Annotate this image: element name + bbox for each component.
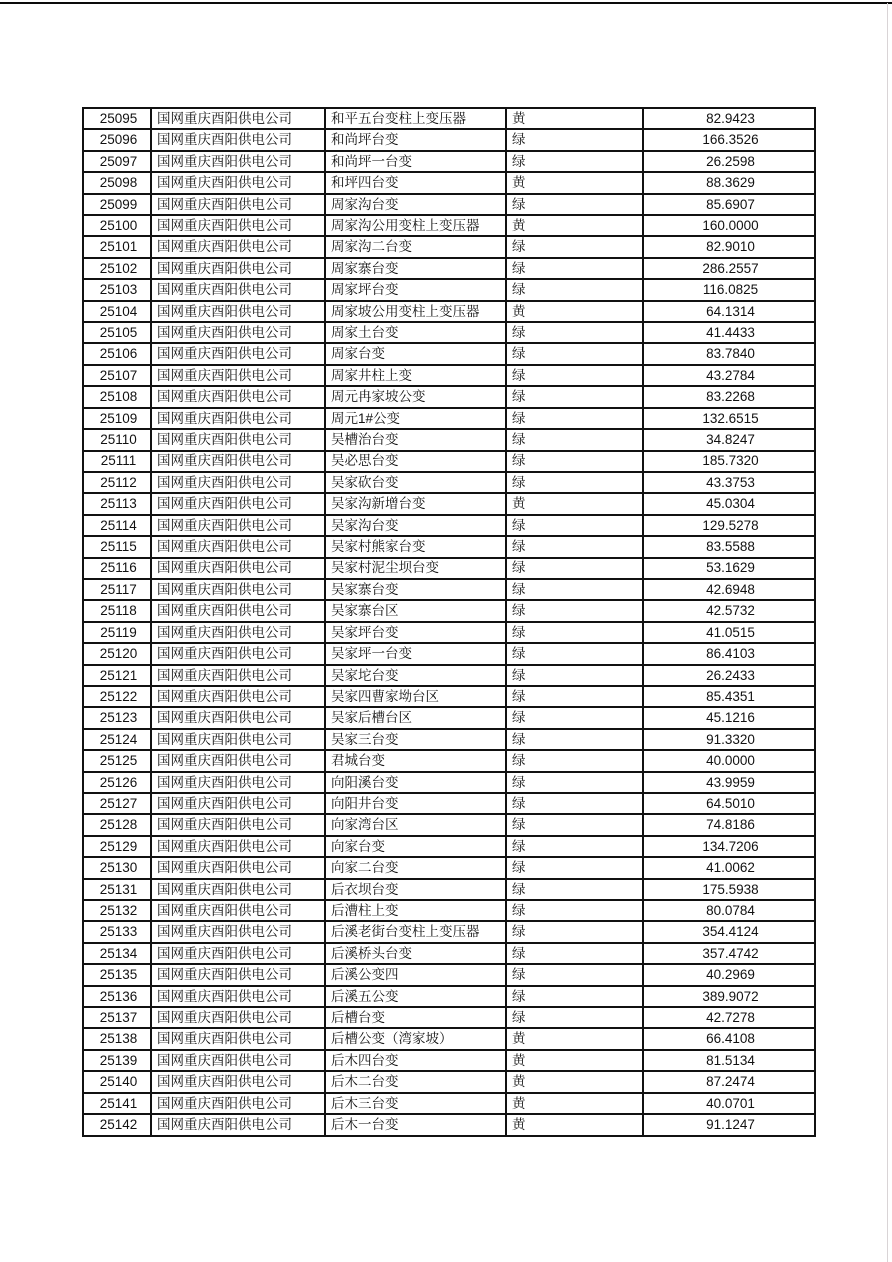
company-cell: 国网重庆酉阳供电公司 [151, 1114, 325, 1136]
table-row [83, 943, 815, 964]
status-cell: 绿 [506, 900, 643, 921]
company-cell: 国网重庆酉阳供电公司 [151, 686, 325, 707]
row-number-cell: 25137 [83, 1007, 151, 1028]
value-cell: 83.2268 [643, 386, 815, 407]
table-row [83, 814, 815, 835]
row-number-cell: 25112 [83, 472, 151, 493]
value-cell: 40.0701 [643, 1093, 815, 1114]
company-cell: 国网重庆酉阳供电公司 [151, 964, 325, 985]
status-cell: 绿 [506, 686, 643, 707]
table-row [83, 172, 815, 193]
station-cell: 周元1#公变 [325, 408, 506, 429]
value-cell: 160.0000 [643, 215, 815, 236]
row-number-cell: 25108 [83, 386, 151, 407]
status-cell: 绿 [506, 793, 643, 814]
station-cell: 吴家后槽台区 [325, 707, 506, 728]
station-cell: 吴家寨台变 [325, 579, 506, 600]
table-row [83, 643, 815, 664]
row-number-cell: 25101 [83, 236, 151, 257]
station-cell: 吴家沟台变 [325, 515, 506, 536]
status-cell: 绿 [506, 986, 643, 1007]
company-cell: 国网重庆酉阳供电公司 [151, 515, 325, 536]
row-number-cell: 25140 [83, 1071, 151, 1092]
station-cell: 后溪桥头台变 [325, 943, 506, 964]
status-cell: 绿 [506, 365, 643, 386]
status-cell: 绿 [506, 451, 643, 472]
status-cell: 绿 [506, 279, 643, 300]
value-cell: 85.6907 [643, 194, 815, 215]
company-cell: 国网重庆酉阳供电公司 [151, 986, 325, 1007]
table-row [83, 750, 815, 771]
value-cell: 43.3753 [643, 472, 815, 493]
table-row [83, 793, 815, 814]
table-row [83, 665, 815, 686]
value-cell: 91.3320 [643, 729, 815, 750]
company-cell: 国网重庆酉阳供电公司 [151, 857, 325, 878]
page-top-rule [0, 2, 892, 4]
table-row [83, 622, 815, 643]
status-cell: 绿 [506, 814, 643, 835]
row-number-cell: 25135 [83, 964, 151, 985]
station-cell: 君城台变 [325, 750, 506, 771]
row-number-cell: 25133 [83, 921, 151, 942]
status-cell: 绿 [506, 707, 643, 728]
station-cell: 后木二台变 [325, 1071, 506, 1092]
status-cell: 绿 [506, 258, 643, 279]
table-row [83, 129, 815, 150]
row-number-cell: 25138 [83, 1028, 151, 1049]
company-cell: 国网重庆酉阳供电公司 [151, 451, 325, 472]
station-cell: 吴家村泥尘坝台变 [325, 558, 506, 579]
station-cell: 和平五台变柱上变压器 [325, 108, 506, 129]
station-cell: 后溪老街台变柱上变压器 [325, 921, 506, 942]
station-cell: 向家湾台区 [325, 814, 506, 835]
row-number-cell: 25116 [83, 558, 151, 579]
page-right-edge-rule [887, 3, 888, 1262]
value-cell: 40.2969 [643, 964, 815, 985]
row-number-cell: 25130 [83, 857, 151, 878]
row-number-cell: 25124 [83, 729, 151, 750]
row-number-cell: 25117 [83, 579, 151, 600]
table-row [83, 986, 815, 1007]
row-number-cell: 25106 [83, 343, 151, 364]
value-cell: 134.7206 [643, 836, 815, 857]
status-cell: 绿 [506, 536, 643, 557]
status-cell: 黄 [506, 1114, 643, 1136]
value-cell: 132.6515 [643, 408, 815, 429]
station-cell: 后木一台变 [325, 1114, 506, 1136]
row-number-cell: 25110 [83, 429, 151, 450]
value-cell: 389.9072 [643, 986, 815, 1007]
value-cell: 26.2598 [643, 151, 815, 172]
company-cell: 国网重庆酉阳供电公司 [151, 772, 325, 793]
value-cell: 43.9959 [643, 772, 815, 793]
table-row [83, 857, 815, 878]
status-cell: 黄 [506, 1050, 643, 1071]
value-cell: 45.1216 [643, 707, 815, 728]
status-cell: 绿 [506, 943, 643, 964]
row-number-cell: 25123 [83, 707, 151, 728]
company-cell: 国网重庆酉阳供电公司 [151, 1028, 325, 1049]
status-cell: 绿 [506, 879, 643, 900]
table-row [83, 386, 815, 407]
row-number-cell: 25132 [83, 900, 151, 921]
company-cell: 国网重庆酉阳供电公司 [151, 472, 325, 493]
status-cell: 绿 [506, 643, 643, 664]
status-cell: 黄 [506, 215, 643, 236]
row-number-cell: 25096 [83, 129, 151, 150]
value-cell: 354.4124 [643, 921, 815, 942]
company-cell: 国网重庆酉阳供电公司 [151, 129, 325, 150]
station-cell: 周元冉家坡公变 [325, 386, 506, 407]
company-cell: 国网重庆酉阳供电公司 [151, 921, 325, 942]
station-cell: 吴家三台变 [325, 729, 506, 750]
station-cell: 吴家坪台变 [325, 622, 506, 643]
station-cell: 吴家坨台变 [325, 665, 506, 686]
company-cell: 国网重庆酉阳供电公司 [151, 729, 325, 750]
table-row [83, 1007, 815, 1028]
value-cell: 66.4108 [643, 1028, 815, 1049]
table-row [83, 921, 815, 942]
station-cell: 吴家沟新增台变 [325, 493, 506, 514]
status-cell: 绿 [506, 622, 643, 643]
station-cell: 后漕柱上变 [325, 900, 506, 921]
row-number-cell: 25134 [83, 943, 151, 964]
company-cell: 国网重庆酉阳供电公司 [151, 343, 325, 364]
value-cell: 82.9423 [643, 108, 815, 129]
table-row [83, 258, 815, 279]
table-row [83, 729, 815, 750]
status-cell: 绿 [506, 322, 643, 343]
status-cell: 绿 [506, 665, 643, 686]
status-cell: 绿 [506, 386, 643, 407]
station-cell: 和尚坪台变 [325, 129, 506, 150]
table-row [83, 1050, 815, 1071]
row-number-cell: 25120 [83, 643, 151, 664]
company-cell: 国网重庆酉阳供电公司 [151, 493, 325, 514]
station-cell: 向家台变 [325, 836, 506, 857]
row-number-cell: 25111 [83, 451, 151, 472]
value-cell: 185.7320 [643, 451, 815, 472]
company-cell: 国网重庆酉阳供电公司 [151, 879, 325, 900]
value-cell: 357.4742 [643, 943, 815, 964]
table-row [83, 600, 815, 621]
table-row [83, 900, 815, 921]
value-cell: 41.0515 [643, 622, 815, 643]
table-row [83, 301, 815, 322]
value-cell: 175.5938 [643, 879, 815, 900]
table-row [83, 772, 815, 793]
company-cell: 国网重庆酉阳供电公司 [151, 600, 325, 621]
status-cell: 黄 [506, 1028, 643, 1049]
table-row [83, 536, 815, 557]
status-cell: 绿 [506, 194, 643, 215]
row-number-cell: 25141 [83, 1093, 151, 1114]
row-number-cell: 25115 [83, 536, 151, 557]
company-cell: 国网重庆酉阳供电公司 [151, 900, 325, 921]
status-cell: 绿 [506, 857, 643, 878]
status-cell: 绿 [506, 772, 643, 793]
value-cell: 41.0062 [643, 857, 815, 878]
station-cell: 周家土台变 [325, 322, 506, 343]
status-cell: 绿 [506, 600, 643, 621]
status-cell: 绿 [506, 408, 643, 429]
value-cell: 83.5588 [643, 536, 815, 557]
status-cell: 绿 [506, 729, 643, 750]
status-cell: 绿 [506, 964, 643, 985]
station-cell: 向阳溪台变 [325, 772, 506, 793]
status-cell: 绿 [506, 429, 643, 450]
company-cell: 国网重庆酉阳供电公司 [151, 1050, 325, 1071]
value-cell: 86.4103 [643, 643, 815, 664]
company-cell: 国网重庆酉阳供电公司 [151, 386, 325, 407]
station-cell: 后槽台变 [325, 1007, 506, 1028]
row-number-cell: 25126 [83, 772, 151, 793]
value-cell: 82.9010 [643, 236, 815, 257]
row-number-cell: 25128 [83, 814, 151, 835]
table-row [83, 515, 815, 536]
table-row [83, 408, 815, 429]
value-cell: 286.2557 [643, 258, 815, 279]
status-cell: 绿 [506, 558, 643, 579]
row-number-cell: 25102 [83, 258, 151, 279]
company-cell: 国网重庆酉阳供电公司 [151, 558, 325, 579]
company-cell: 国网重庆酉阳供电公司 [151, 1093, 325, 1114]
station-cell: 吴槽治台变 [325, 429, 506, 450]
station-cell: 周家坡公用变柱上变压器 [325, 301, 506, 322]
row-number-cell: 25122 [83, 686, 151, 707]
table-row [83, 343, 815, 364]
row-number-cell: 25118 [83, 600, 151, 621]
table-row [83, 558, 815, 579]
row-number-cell: 25104 [83, 301, 151, 322]
status-cell: 绿 [506, 472, 643, 493]
status-cell: 黄 [506, 301, 643, 322]
company-cell: 国网重庆酉阳供电公司 [151, 579, 325, 600]
table-row [83, 236, 815, 257]
table-row [83, 1028, 815, 1049]
table-row [83, 322, 815, 343]
value-cell: 91.1247 [643, 1114, 815, 1136]
value-cell: 116.0825 [643, 279, 815, 300]
row-number-cell: 25129 [83, 836, 151, 857]
station-cell: 吴家坪一台变 [325, 643, 506, 664]
status-cell: 绿 [506, 921, 643, 942]
station-cell: 和坪四台变 [325, 172, 506, 193]
status-cell: 黄 [506, 1071, 643, 1092]
company-cell: 国网重庆酉阳供电公司 [151, 643, 325, 664]
row-number-cell: 25136 [83, 986, 151, 1007]
status-cell: 绿 [506, 836, 643, 857]
company-cell: 国网重庆酉阳供电公司 [151, 194, 325, 215]
status-cell: 绿 [506, 515, 643, 536]
table-row [83, 686, 815, 707]
table-row [83, 279, 815, 300]
value-cell: 40.0000 [643, 750, 815, 771]
value-cell: 81.5134 [643, 1050, 815, 1071]
company-cell: 国网重庆酉阳供电公司 [151, 172, 325, 193]
row-number-cell: 25095 [83, 108, 151, 129]
row-number-cell: 25121 [83, 665, 151, 686]
row-number-cell: 25127 [83, 793, 151, 814]
row-number-cell: 25105 [83, 322, 151, 343]
row-number-cell: 25100 [83, 215, 151, 236]
value-cell: 45.0304 [643, 493, 815, 514]
station-cell: 吴家寨台区 [325, 600, 506, 621]
value-cell: 43.2784 [643, 365, 815, 386]
company-cell: 国网重庆酉阳供电公司 [151, 665, 325, 686]
value-cell: 64.1314 [643, 301, 815, 322]
value-cell: 41.4433 [643, 322, 815, 343]
table-row [83, 964, 815, 985]
company-cell: 国网重庆酉阳供电公司 [151, 322, 325, 343]
station-cell: 吴家四曹家坳台区 [325, 686, 506, 707]
company-cell: 国网重庆酉阳供电公司 [151, 536, 325, 557]
row-number-cell: 25099 [83, 194, 151, 215]
value-cell: 74.8186 [643, 814, 815, 835]
company-cell: 国网重庆酉阳供电公司 [151, 814, 325, 835]
status-cell: 绿 [506, 129, 643, 150]
station-cell: 周家井柱上变 [325, 365, 506, 386]
company-cell: 国网重庆酉阳供电公司 [151, 151, 325, 172]
row-number-cell: 25113 [83, 493, 151, 514]
company-cell: 国网重庆酉阳供电公司 [151, 836, 325, 857]
company-cell: 国网重庆酉阳供电公司 [151, 707, 325, 728]
station-cell: 吴必思台变 [325, 451, 506, 472]
value-cell: 88.3629 [643, 172, 815, 193]
value-cell: 26.2433 [643, 665, 815, 686]
status-cell: 黄 [506, 493, 643, 514]
company-cell: 国网重庆酉阳供电公司 [151, 793, 325, 814]
station-cell: 向阳井台变 [325, 793, 506, 814]
company-cell: 国网重庆酉阳供电公司 [151, 279, 325, 300]
table-row [83, 108, 815, 129]
row-number-cell: 25125 [83, 750, 151, 771]
station-cell: 吴家砍台变 [325, 472, 506, 493]
station-cell: 周家寨台变 [325, 258, 506, 279]
value-cell: 129.5278 [643, 515, 815, 536]
station-cell: 后木四台变 [325, 1050, 506, 1071]
row-number-cell: 25119 [83, 622, 151, 643]
value-cell: 42.7278 [643, 1007, 815, 1028]
status-cell: 绿 [506, 236, 643, 257]
company-cell: 国网重庆酉阳供电公司 [151, 429, 325, 450]
company-cell: 国网重庆酉阳供电公司 [151, 1007, 325, 1028]
company-cell: 国网重庆酉阳供电公司 [151, 236, 325, 257]
station-cell: 周家坪台变 [325, 279, 506, 300]
table-row [83, 215, 815, 236]
company-cell: 国网重庆酉阳供电公司 [151, 365, 325, 386]
station-cell: 后溪公变四 [325, 964, 506, 985]
table-row [83, 194, 815, 215]
row-number-cell: 25142 [83, 1114, 151, 1136]
value-cell: 87.2474 [643, 1071, 815, 1092]
status-cell: 黄 [506, 172, 643, 193]
row-number-cell: 25109 [83, 408, 151, 429]
value-cell: 34.8247 [643, 429, 815, 450]
status-cell: 绿 [506, 1007, 643, 1028]
station-cell: 后溪五公变 [325, 986, 506, 1007]
table-body [83, 108, 815, 1136]
station-cell: 向家二台变 [325, 857, 506, 878]
table-row [83, 429, 815, 450]
status-cell: 绿 [506, 579, 643, 600]
value-cell: 80.0784 [643, 900, 815, 921]
station-cell: 吴家村熊家台变 [325, 536, 506, 557]
table-row [83, 836, 815, 857]
table-row [83, 879, 815, 900]
row-number-cell: 25139 [83, 1050, 151, 1071]
company-cell: 国网重庆酉阳供电公司 [151, 108, 325, 129]
company-cell: 国网重庆酉阳供电公司 [151, 1071, 325, 1092]
station-cell: 周家沟公用变柱上变压器 [325, 215, 506, 236]
value-cell: 53.1629 [643, 558, 815, 579]
station-cell: 后衣坝台变 [325, 879, 506, 900]
table-row [83, 1071, 815, 1092]
value-cell: 83.7840 [643, 343, 815, 364]
station-cell: 周家沟台变 [325, 194, 506, 215]
company-cell: 国网重庆酉阳供电公司 [151, 408, 325, 429]
table-row [83, 707, 815, 728]
table-row [83, 451, 815, 472]
row-number-cell: 25098 [83, 172, 151, 193]
status-cell: 绿 [506, 343, 643, 364]
company-cell: 国网重庆酉阳供电公司 [151, 301, 325, 322]
value-cell: 166.3526 [643, 129, 815, 150]
company-cell: 国网重庆酉阳供电公司 [151, 943, 325, 964]
company-cell: 国网重庆酉阳供电公司 [151, 622, 325, 643]
table-row [83, 579, 815, 600]
value-cell: 64.5010 [643, 793, 815, 814]
station-cell: 周家沟二台变 [325, 236, 506, 257]
table-row [83, 1114, 815, 1136]
company-cell: 国网重庆酉阳供电公司 [151, 258, 325, 279]
row-number-cell: 25097 [83, 151, 151, 172]
status-cell: 黄 [506, 108, 643, 129]
data-table [82, 107, 816, 1137]
station-cell: 后槽公变（湾家坡） [325, 1028, 506, 1049]
table-row [83, 1093, 815, 1114]
company-cell: 国网重庆酉阳供电公司 [151, 750, 325, 771]
company-cell: 国网重庆酉阳供电公司 [151, 215, 325, 236]
row-number-cell: 25107 [83, 365, 151, 386]
row-number-cell: 25131 [83, 879, 151, 900]
station-cell: 和尚坪一台变 [325, 151, 506, 172]
station-cell: 后木三台变 [325, 1093, 506, 1114]
status-cell: 黄 [506, 1093, 643, 1114]
table-row [83, 493, 815, 514]
station-cell: 周家台变 [325, 343, 506, 364]
table-row [83, 365, 815, 386]
value-cell: 42.6948 [643, 579, 815, 600]
value-cell: 42.5732 [643, 600, 815, 621]
status-cell: 绿 [506, 750, 643, 771]
row-number-cell: 25114 [83, 515, 151, 536]
table-row [83, 472, 815, 493]
value-cell: 85.4351 [643, 686, 815, 707]
status-cell: 绿 [506, 151, 643, 172]
table-row [83, 151, 815, 172]
row-number-cell: 25103 [83, 279, 151, 300]
